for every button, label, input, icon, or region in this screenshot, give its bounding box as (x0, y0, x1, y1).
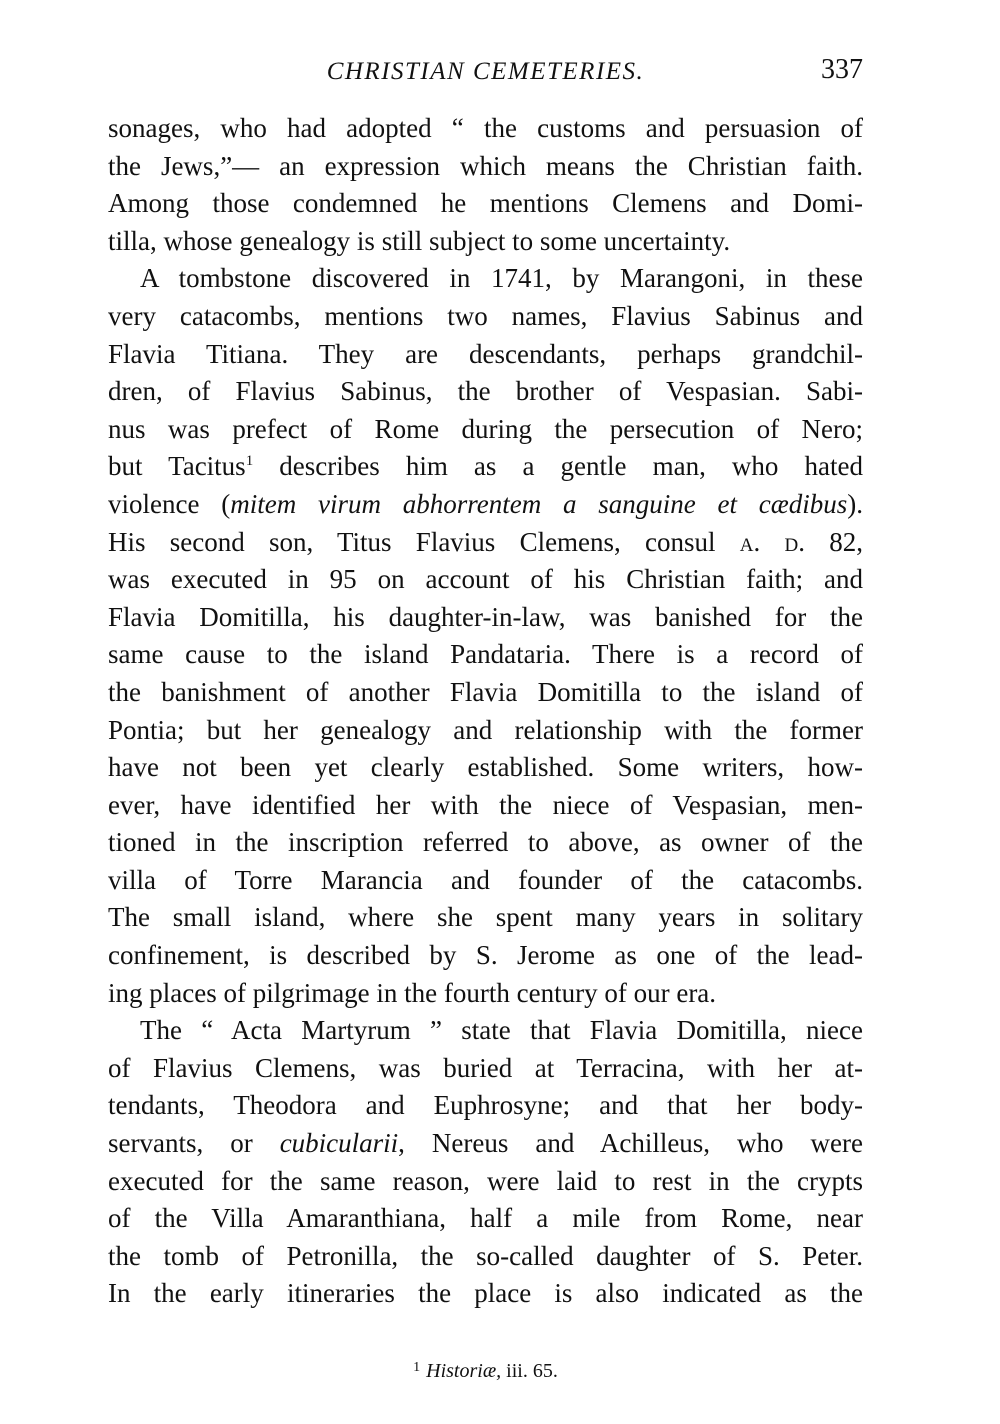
text-line: A tombstone discovered in 1741, by Marangoni, in these (140, 263, 863, 294)
text-line: sonages, who had adopted “ the customs and persuasion of (108, 113, 863, 143)
violence-close: ). (847, 488, 863, 519)
text-line: The “ Acta Martyrum ” state that Flavia Domitilla, niece (140, 1015, 863, 1046)
consul-text: His second son, Titus Flavius Clemens, consul (108, 526, 716, 557)
footnote (108, 1360, 863, 1383)
text-line: Flavia Domitilla, his daughter-in-law, was banished for the (108, 601, 863, 632)
footnote-title: Historiæ, (426, 1360, 502, 1382)
tacitus-text: but Tacitus (108, 451, 246, 482)
text-line: very catacombs, mentions two names, Flavius Sabinus and (108, 300, 863, 331)
text-line: ever, have identified her with the niece of Vespasian, men- (108, 789, 863, 820)
footnote-ref: iii. 65. (501, 1360, 558, 1382)
text-line-tacitus (108, 448, 863, 486)
text-line: dren, of Flavius Sabinus, the brother of Vespasian. Sabi- (108, 376, 863, 407)
text-line-servants (108, 1125, 863, 1163)
text-line-consul (108, 524, 863, 562)
text-line: Pontia; but her genealogy and relationship with the former (108, 714, 863, 745)
text-line: nus was prefect of Rome during the persecution of Nero; (108, 413, 863, 444)
text-line: was executed in 95 on account of his Christian faith; and (108, 564, 863, 595)
text-line: have not been yet clearly established. Some writers, how- (108, 752, 863, 783)
body-text (108, 110, 863, 1313)
text-line: the Jews,”— an expression which means the Christian faith. (108, 150, 863, 181)
text-line: the tomb of Petronilla, the so-called daughter of S. Peter. (108, 1240, 863, 1271)
text-line: The small island, where she spent many years in solitary (108, 902, 863, 933)
servants-text: servants, or (108, 1128, 253, 1159)
paragraph-3 (108, 1012, 863, 1313)
paragraph-2 (108, 260, 863, 1012)
text-line: of Flavius Clemens, was buried at Terracina, with her at- (108, 1052, 863, 1083)
footnote-mark: 1 (413, 1360, 421, 1375)
page-header (108, 52, 863, 92)
text-line: tendants, Theodora and Euphrosyne; and that her body- (108, 1090, 863, 1121)
text-line: of the Villa Amaranthiana, half a mile from Rome, near (108, 1203, 863, 1234)
text-line: In the early itineraries the place is also indicated as the (108, 1278, 863, 1309)
servants-rest: , Nereus and Achilleus, who were (398, 1128, 863, 1159)
footnote-reference[interactable]: 1 (245, 453, 254, 470)
text-line: confinement, is described by S. Jerome as one of the lead- (108, 940, 863, 971)
text-line: same cause to the island Pandataria. There is a record of (108, 639, 863, 670)
page-number: 337 (821, 54, 863, 85)
text-line: Among those condemned he mentions Clemens and Domi- (108, 188, 863, 219)
text-line: the banishment of another Flavia Domitilla to the island of (108, 676, 863, 707)
running-head: CHRISTIAN CEMETERIES. (326, 58, 645, 85)
tacitus-rest: describes him as a gentle man, who hated (253, 451, 863, 482)
text-line: Flavia Titiana. They are descendants, perhaps grandchil- (108, 338, 863, 369)
text-line: villa of Torre Marancia and founder of the catacombs. (108, 864, 863, 895)
violence-text: violence ( (108, 488, 231, 519)
date-ad: a. d. (739, 526, 805, 557)
cubicularii-term: cubicularii (279, 1128, 399, 1159)
paragraph-1 (108, 110, 863, 260)
date-year: 82, (805, 526, 863, 557)
text-line: executed for the same reason, were laid to rest in the crypts (108, 1165, 863, 1196)
text-line: tioned in the inscription referred to above, as owner of the (108, 827, 863, 858)
text-line: tilla, whose genealogy is still subject to some uncertainty. (108, 225, 731, 256)
latin-quote: mitem virum abhorrentem a sanguine et cædibus (230, 488, 848, 519)
text-line-violence (108, 486, 863, 524)
text-line: ing places of pilgrimage in the fourth century of our era. (108, 977, 717, 1008)
